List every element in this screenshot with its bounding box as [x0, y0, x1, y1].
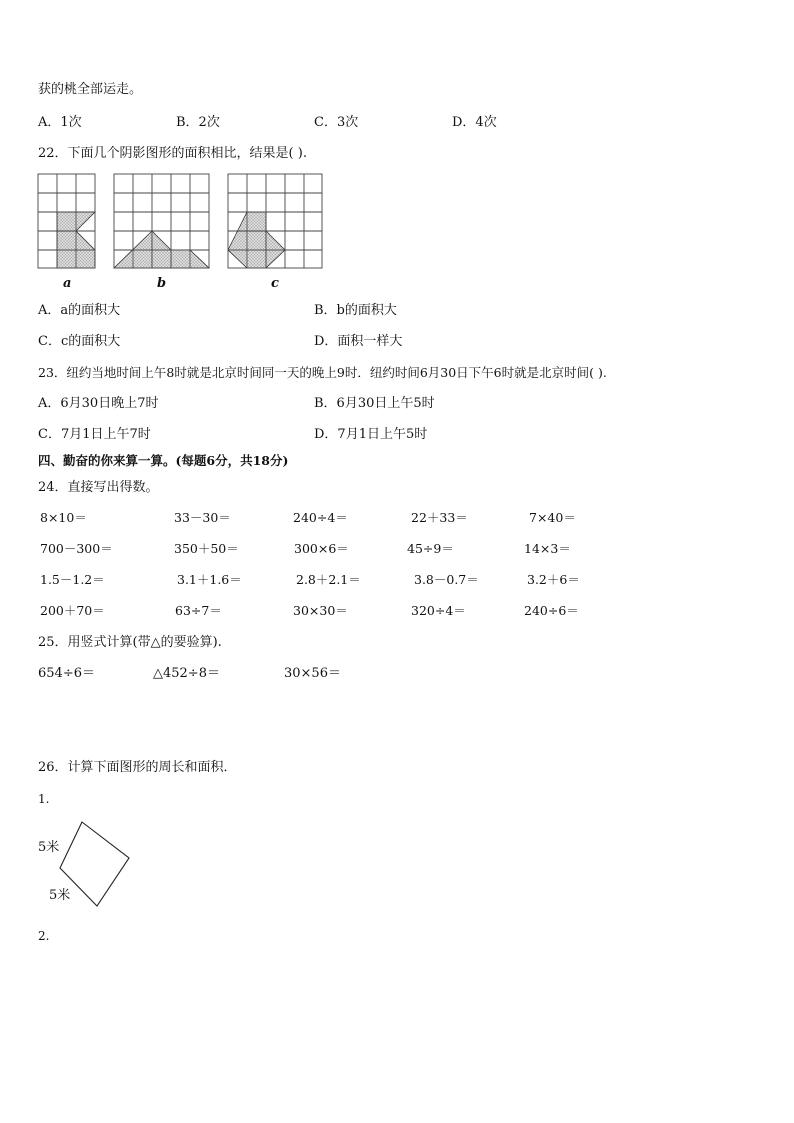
q24-r4c5: 240÷6＝: [524, 603, 579, 618]
q22-option-a[interactable]: A．a的面积大: [38, 303, 121, 318]
section-4-heading: 四、勤奋的你来算一算。(每题6分，共18分): [38, 453, 289, 468]
q24-r4c4: 320÷4＝: [411, 603, 466, 618]
q21-option-b[interactable]: B．2次: [176, 115, 220, 130]
q26-stem: 26．计算下面图形的周长和面积．: [38, 760, 237, 775]
q25-item-3: 30×56＝: [284, 666, 341, 681]
q24-r1c4: 22＋33＝: [411, 510, 468, 525]
q22-stem: 22．下面几个阴影图形的面积相比，结果是( ).: [38, 146, 307, 161]
q24-r1c1: 8×10＝: [40, 510, 87, 525]
q24-r1c3: 240÷4＝: [293, 510, 348, 525]
q24-r3c5: 3.2＋6＝: [527, 572, 580, 587]
q24-r2c1: 700－300＝: [40, 541, 113, 556]
q24-r4c2: 63÷7＝: [175, 603, 222, 618]
q24-r3c3: 2.8＋2.1＝: [296, 572, 361, 587]
q21-tail: 获的桃全部运走。: [38, 82, 143, 97]
q23-option-b[interactable]: B．6月30日上午5时: [314, 396, 435, 411]
q25-stem: 25．用竖式计算(带△的要验算).: [38, 635, 222, 650]
q24-r2c5: 14×3＝: [524, 541, 571, 556]
q25-item-2: △452÷8＝: [153, 666, 220, 681]
q26-sub-2: 2.: [38, 929, 50, 943]
q25-item-1: 654÷6＝: [38, 666, 95, 681]
q23-option-d[interactable]: D．7月1日上午5时: [314, 427, 428, 442]
q23-option-a[interactable]: A．6月30日晚上7时: [38, 396, 159, 411]
q24-r4c1: 200＋70＝: [40, 603, 105, 618]
q24-r4c3: 30×30＝: [293, 603, 348, 618]
q26-sub-1: 1.: [38, 792, 50, 806]
q21-option-d[interactable]: D．4次: [452, 115, 497, 130]
grid-label-c: c: [271, 276, 279, 291]
square-side-label-2: 5米: [49, 888, 71, 903]
q24-r2c3: 300×6＝: [294, 541, 349, 556]
q24-r2c2: 350＋50＝: [174, 541, 239, 556]
q24-r3c4: 3.8－0.7＝: [414, 572, 479, 587]
q22-option-b[interactable]: B．b的面积大: [314, 303, 397, 318]
q24-r1c2: 33－30＝: [174, 510, 231, 525]
square-side-label-1: 5米: [38, 840, 60, 855]
q24-r3c1: 1.5－1.2＝: [40, 572, 105, 587]
grid-label-b: b: [157, 276, 167, 291]
q22-option-c[interactable]: C．c的面积大: [38, 334, 121, 349]
q22-option-d[interactable]: D．面积一样大: [314, 334, 403, 349]
q24-stem: 24．直接写出得数。: [38, 480, 159, 495]
q24-r1c5: 7×40＝: [529, 510, 576, 525]
q21-option-a[interactable]: A．1次: [38, 115, 82, 130]
q23-stem: 23．纽约当地时间上午8时就是北京时间同一天的晚上9时．纽约时间6月30日下午6时就是北京时间( ).: [38, 365, 607, 380]
q24-r2c4: 45÷9＝: [407, 541, 454, 556]
q21-option-c[interactable]: C．3次: [314, 115, 359, 130]
q24-r3c2: 3.1＋1.6＝: [177, 572, 242, 587]
q23-option-c[interactable]: C．7月1日上午7时: [38, 427, 151, 442]
grid-label-a: a: [63, 276, 72, 291]
